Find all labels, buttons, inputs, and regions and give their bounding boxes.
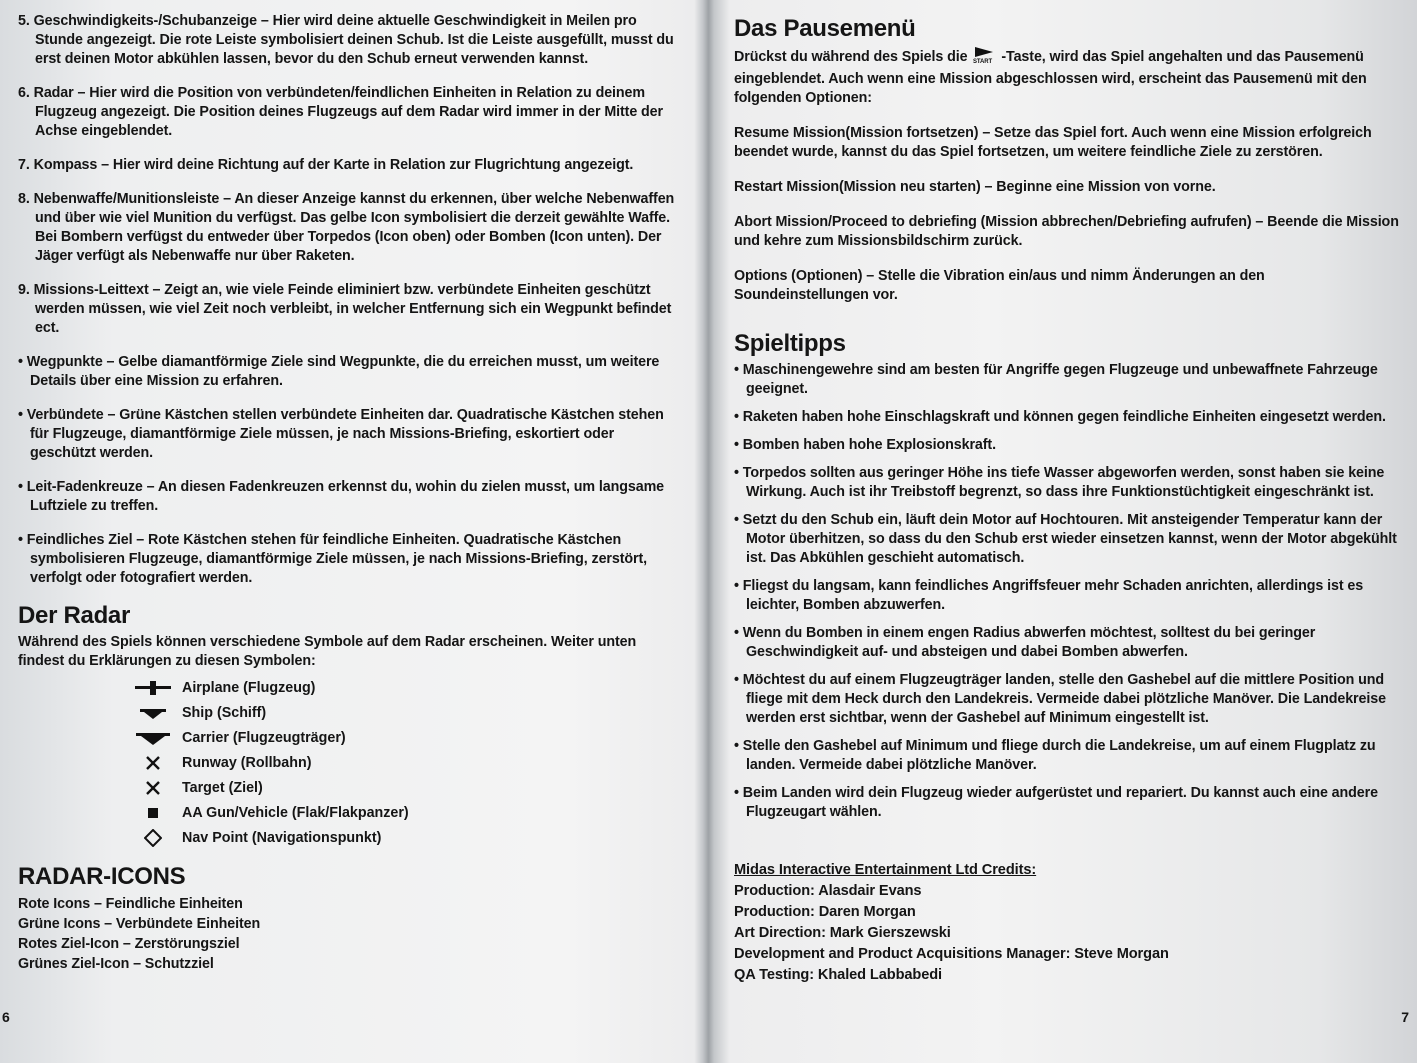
legend-label: Carrier (Flugzeugträger) [182,729,346,746]
tip-item: • Torpedos sollten aus geringer Höhe ins tiefe Wasser abgeworfen werden, sonst haben sie keine Wirkung. Auch ist ihr Treibstoff begrenzt, so dass ihre Funktionstüchtigkeit eingeschränkt ist. [734,464,1399,502]
ship-icon [128,706,178,720]
radar-intro: Während des Spiels können verschiedene Symbole auf dem Radar erscheinen. Weiter unten findest du Erklärungen zu diesen Symbolen: [18,634,637,669]
radar-legend [128,675,676,850]
radar-heading: Der Radar [18,602,131,629]
left-page [0,0,700,1063]
radar-icons-section [18,864,676,974]
option-abort: Abort Mission/Proceed to debriefing (Mission abbrechen/Debriefing aufrufen) – Beende die Mission und kehre zum Missionsbildschirm zurück. [734,214,1399,249]
nav-point-icon [128,829,178,847]
tip-item: • Fliegst du langsam, kann feindliches Angriffsfeuer mehr Schaden anrichten, allerdings ist es leichter, Bomben abzuwerfen. [734,577,1399,615]
bullet-enemy-target: • Feindliches Ziel – Rote Kästchen stehen für feindliche Einheiten. Quadratische Kästchen symbolisieren Flugzeuge, diamantförmige Ziele müssen, je nach Missions-Briefing, zerstört, verfolgt oder fotografiert werden. [18,531,676,588]
start-button-icon [971,46,1001,70]
pause-intro-before: Drückst du während des Spiels die [734,49,968,65]
radar-icon-line: Grünes Ziel-Icon – Schutzziel [18,956,214,972]
tips-heading: Spieltipps [734,330,846,357]
pause-intro [734,46,1399,108]
radar-icon-line: Rote Icons – Feindliche Einheiten [18,896,243,912]
legend-row [128,700,676,725]
hud-item-speed: 5. Geschwindigkeits-/Schubanzeige – Hier wird deine aktuelle Geschwindigkeit in Meilen pro Stunde angezeigt. Die rote Leiste symbolisiert deinen Schub. Ist die Leiste ausgefüllt, musst du erst deinen Motor abkühlen lassen, bevor du den Schub erneut verwenden kannst. [18,13,674,67]
target-icon [128,780,178,796]
hud-item-radar: 6. Radar – Hier wird die Position von verbündeten/feindlichen Einheiten in Relation zu deinem Flugzeug angezeigt. Die Position deines Flugzeugs auf dem Radar wird immer in der Mitte der Achse eingeblendet. [18,85,663,139]
tip-item: • Beim Landen wird dein Flugzeug wieder aufgerüstet und repariert. Du kannst auch eine andere Flugzeugart wählen. [734,784,1399,822]
aa-gun-icon [128,807,178,819]
runway-icon [128,755,178,771]
credit-line: Production: Alasdair Evans [734,883,922,899]
tip-item: • Wenn du Bomben in einem engen Radius abwerfen möchtest, solltest du bei geringer Geschwindigkeit auf- und absteigen und dabei Bomben abwerfen. [734,624,1399,662]
credit-line: Production: Daren Morgan [734,904,916,920]
tip-item: • Setzt du den Schub ein, läuft dein Motor auf Hochtouren. Mit ansteigender Temperatur kann der Motor überhitzen, so dass du den Schub erst wieder einsetzen kannst, wenn der Motor abgekühlt ist. Das Abkühlen geschieht automatisch. [734,511,1399,568]
legend-row [128,675,676,700]
credits-section [734,860,1399,986]
legend-row [128,775,676,800]
option-resume: Resume Mission(Mission fortsetzen) – Setze das Spiel fort. Auch wenn eine Mission erfolgreich beendet wurde, kannst du das Spiel fortsetzen, um weitere feindliche Ziele zu zerstören. [734,125,1372,160]
bullet-waypoints: • Wegpunkte – Gelbe diamantförmige Ziele sind Wegpunkte, die du erreichen musst, um weitere Details über eine Mission zu erfahren. [18,353,676,391]
page-number-right: 7 [1401,1009,1409,1025]
radar-icon-line: Rotes Ziel-Icon – Zerstörungsziel [18,936,240,952]
option-options: Options (Optionen) – Stelle die Vibration ein/aus und nimm Änderungen an den Soundeinstellungen vor. [734,268,1265,303]
hud-item-compass: 7. Kompass – Hier wird deine Richtung auf der Karte in Relation zur Flugrichtung angezeigt. [18,157,634,173]
option-restart: Restart Mission(Mission neu starten) – Beginne eine Mission von vorne. [734,179,1216,195]
hud-item-mission-text: 9. Missions-Leittext – Zeigt an, wie viele Feinde eliminiert bzw. verbündete Einheiten geschützt werden müssen, wie viel Zeit noch verbleibt, in welcher Entfernung sich ein Wegpunkt befindet ect. [18,282,672,336]
tip-item: • Raketen haben hohe Einschlagskraft und können gegen feindliche Einheiten eingesetzt werden. [734,408,1399,427]
legend-label: Ship (Schiff) [182,704,267,721]
tip-item: • Maschinengewehre sind am besten für Angriffe gegen Flugzeuge und unbewaffnete Fahrzeuge geeignet. [734,361,1399,399]
legend-row [128,825,676,850]
carrier-icon [128,730,178,746]
airplane-icon [128,681,178,695]
legend-row [128,800,676,825]
tip-item: • Stelle den Gashebel auf Minimum und fliege durch die Landekreise, um auf einem Flugplatz zu landen. Vermeide dabei plötzliche Manöver. [734,737,1399,775]
tip-item: • Bomben haben hohe Explosionskraft. [734,436,1399,455]
pause-menu-heading: Das Pausemenü [734,15,916,42]
right-page [712,0,1417,1063]
credit-line: Development and Product Acquisitions Manager: Steve Morgan [734,946,1169,962]
pause-intro-after: -Taste, wird das Spiel angehalten und das Pausemenü eingeblendet. Auch wenn eine Mission abgeschlossen wird, erscheint das Pausemenü mit den folgenden Optionen: [734,49,1367,106]
legend-label: AA Gun/Vehicle (Flak/Flakpanzer) [182,804,409,821]
credit-line: QA Testing: Khaled Labbabedi [734,967,943,983]
bullet-allies: • Verbündete – Grüne Kästchen stellen verbündete Einheiten dar. Quadratische Kästchen stehen für Flugzeuge, diamantförmige Ziele müssen, je nach Missions-Briefing, eskortiert oder geschützt werden. [18,406,676,463]
bullet-crosshairs: • Leit-Fadenkreuze – An diesen Fadenkreuzen erkennst du, wohin du zielen musst, um langsame Luftziele zu treffen. [18,478,676,516]
legend-label: Airplane (Flugzeug) [182,679,316,696]
legend-row [128,750,676,775]
tip-item: • Möchtest du auf einem Flugzeugträger landen, stelle den Gashebel auf die mittlere Position und fliege mit dem Heck durch den Landekreis. Vermeide dabei plötzliche Manöver. Die Landekreise werden erst sichtbar, wenn der Gashebel auf Minimum eingestellt ist. [734,671,1399,728]
credits-title: Midas Interactive Entertainment Ltd Credits: [734,862,1037,878]
start-label: START [973,59,993,64]
radar-icon-line: Grüne Icons – Verbündete Einheiten [18,916,261,932]
hud-item-secondary-weapon: 8. Nebenwaffe/Munitionsleiste – An dieser Anzeige kannst du erkennen, über welche Nebenwaffen und über wie viel Munition du verfügst. Das gelbe Icon symbolisiert die derzeit gewählte Waffe. Bei Bombern verfügst du entweder über Torpedos (Icon oben) oder Bomben (Icon unten). Der Jäger verfügt als Nebenwaffe nur über Raketen. [18,191,675,264]
page-number-left: 6 [2,1009,10,1025]
tips-list [734,361,1399,822]
radar-icons-heading: RADAR-ICONS [18,863,186,890]
legend-label: Target (Ziel) [182,779,263,796]
credit-line: Art Direction: Mark Gierszewski [734,925,951,941]
legend-row [128,725,676,750]
legend-label: Runway (Rollbahn) [182,754,312,771]
legend-label: Nav Point (Navigationspunkt) [182,829,382,846]
